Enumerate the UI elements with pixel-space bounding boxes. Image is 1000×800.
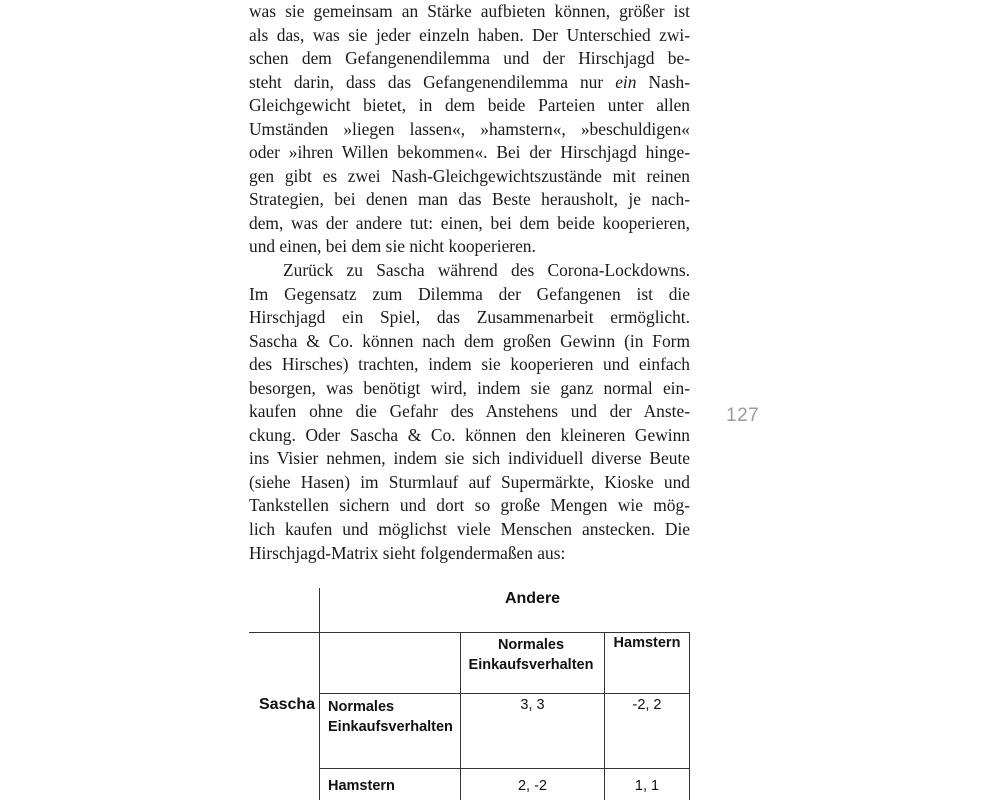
text-line: besorgen, was benötigt wird, indem sie ganz normal ein- — [249, 377, 690, 398]
text-line: was sie gemeinsam an Stärke aufbieten können, größer ist — [249, 1, 690, 21]
matrix-divider — [604, 632, 605, 800]
text-line: Hirschjagd ein Spiel, das Zusammenarbeit ermöglicht. — [249, 307, 690, 328]
matrix-divider — [319, 768, 690, 769]
matrix-divider — [319, 693, 690, 694]
row-player-label: Sascha — [259, 696, 316, 713]
text-line: schen dem Gefangenendilemma und der Hirschjagd be- — [249, 48, 690, 69]
text-line: oder »ihren Willen bekommen«. Bei der Hirschjagd hinge- — [249, 142, 690, 163]
matrix-divider — [689, 632, 690, 800]
matrix-divider — [319, 632, 690, 633]
text-line: Sascha & Co. können nach dem großen Gewinn (in Form — [249, 330, 690, 351]
text-line: und einen, bei dem sie nicht kooperieren. — [249, 236, 536, 257]
body-text — [249, 0, 690, 565]
payoff-cell: 2, -2 — [517, 778, 547, 794]
matrix-divider — [460, 632, 461, 800]
paragraph-lines — [249, 0, 690, 565]
payoff-cell: 1, 1 — [634, 778, 660, 794]
text-line: Zurück zu Sascha während des Corona-Lockdowns. — [283, 260, 690, 281]
payoff-matrix — [249, 588, 694, 800]
text-line: dem, was der andere tut: einen, bei dem beide kooperieren, — [249, 212, 690, 233]
text-line: gen gibt es zwei Nash-Gleichgewichtszustände mit reinen — [249, 165, 690, 186]
text-line: des Hirsches) trachten, indem sie kooperieren und einfach — [249, 354, 690, 375]
payoff-cell: 3, 3 — [520, 697, 545, 713]
text-line: lich kaufen und möglichst viele Menschen anstecken. Die — [249, 519, 690, 540]
text-line: Umständen »liegen lassen«, »hamstern«, »beschuldigen« — [249, 118, 690, 139]
page-number: 127 — [726, 405, 760, 426]
text-line: Strategien, bei denen man das Beste herausholt, je nach- — [249, 189, 690, 210]
text-line: Hirschjagd-Matrix sieht folgendermaßen aus: — [249, 542, 566, 563]
text-line: kaufen ohne die Gefahr des Anstehens und der Anste- — [249, 401, 690, 422]
text-line: (siehe Hasen) im Sturmlauf auf Supermärkte, Kioske und — [249, 471, 690, 492]
column-header: Hamstern — [613, 635, 681, 651]
row-header: Hamstern — [328, 778, 395, 794]
text-line: Gleichgewicht bietet, in dem beide Parteien unter allen — [249, 95, 690, 116]
text-line: steht darin, dass das Gefangenendilemma nur ein Nash- — [249, 71, 690, 92]
text-line: ins Visier nehmen, indem sie sich individuell diverse Beute — [249, 448, 690, 469]
column-player-label: Andere — [504, 590, 561, 607]
text-line: als das, was sie jeder einzeln haben. Der Unterschied zwi- — [249, 24, 690, 45]
text-line: ckung. Oder Sascha & Co. können den kleineren Gewinn — [249, 424, 690, 445]
row-header: Normales Einkaufsverhalten — [328, 699, 453, 735]
text-line: Im Gegensatz zum Dilemma der Gefangenen ist die — [249, 283, 690, 304]
column-header: Normales Einkaufsverhalten — [468, 637, 594, 673]
payoff-cell: -2, 2 — [632, 697, 662, 713]
matrix-divider — [249, 632, 320, 633]
text-line: Tankstellen sichern und dort so große Mengen wie mög- — [249, 495, 690, 516]
